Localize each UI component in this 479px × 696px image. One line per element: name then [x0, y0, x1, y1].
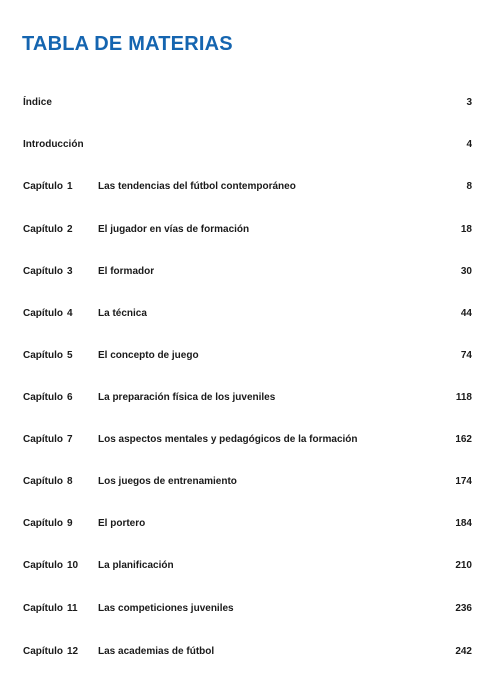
chapter-page: 8 [466, 181, 472, 192]
toc-entry-introduction [23, 138, 472, 152]
chapter-number: 1 [67, 181, 73, 192]
chapter-word: Capítulo [23, 518, 63, 529]
chapter-word: Capítulo [23, 266, 63, 277]
chapter-page: 118 [455, 392, 472, 403]
chapter-label [23, 223, 73, 237]
chapter-number: 10 [67, 560, 79, 571]
chapter-title: El portero [98, 518, 146, 529]
chapter-word: Capítulo [23, 224, 63, 235]
chapter-page: 30 [460, 266, 472, 277]
toc-chapter-2 [23, 223, 472, 237]
chapter-page: 242 [455, 646, 472, 657]
chapter-label [23, 602, 78, 616]
chapter-number: 3 [67, 266, 73, 277]
table-of-contents [23, 0, 472, 696]
toc-chapter-5 [23, 349, 472, 363]
toc-entry-index [23, 96, 472, 110]
chapter-title: Los aspectos mentales y pedagógicos de la formación [98, 434, 358, 445]
chapter-number: 7 [67, 434, 73, 445]
toc-entry-page: 4 [466, 139, 472, 150]
chapter-number: 4 [67, 308, 73, 319]
chapter-label [23, 559, 78, 573]
chapter-word: Capítulo [23, 181, 63, 192]
chapter-page: 44 [460, 308, 472, 319]
chapter-page: 162 [455, 434, 472, 445]
chapter-label [23, 475, 73, 489]
chapter-label [23, 517, 73, 531]
chapter-title: Las academias de fútbol [98, 646, 215, 657]
toc-chapter-11 [23, 602, 472, 616]
chapter-word: Capítulo [23, 560, 63, 571]
chapter-title: Las tendencias del fútbol contemporáneo [98, 181, 296, 192]
chapter-word: Capítulo [23, 350, 63, 361]
chapter-number: 6 [67, 392, 73, 403]
chapter-title: Las competiciones juveniles [98, 603, 234, 614]
chapter-label [23, 180, 73, 194]
chapter-number: 11 [67, 603, 78, 614]
toc-chapter-6 [23, 391, 472, 405]
chapter-page: 184 [455, 518, 472, 529]
toc-chapter-10 [23, 559, 472, 573]
chapter-number: 5 [67, 350, 73, 361]
chapter-page: 18 [460, 224, 472, 235]
chapter-title: El concepto de juego [98, 350, 199, 361]
chapter-word: Capítulo [23, 646, 63, 657]
toc-chapter-8 [23, 475, 472, 489]
chapter-word: Capítulo [23, 476, 63, 487]
chapter-word: Capítulo [23, 308, 63, 319]
chapter-number: 9 [67, 518, 73, 529]
chapter-page: 210 [455, 560, 472, 571]
page-title: TABLA DE MATERIAS [22, 33, 233, 55]
toc-entry-title: Índice [23, 97, 52, 108]
chapter-title: La planificación [98, 560, 174, 571]
toc-chapter-9 [23, 517, 472, 531]
chapter-title: El jugador en vías de formación [98, 224, 250, 235]
chapter-word: Capítulo [23, 392, 63, 403]
toc-chapter-1 [23, 180, 472, 194]
toc-entry-page: 3 [466, 97, 472, 108]
chapter-label [23, 433, 73, 447]
chapter-number: 8 [67, 476, 73, 487]
chapter-title: El formador [98, 266, 155, 277]
chapter-label [23, 349, 73, 363]
chapter-word: Capítulo [23, 434, 63, 445]
chapter-page: 174 [455, 476, 472, 487]
toc-chapter-12 [23, 645, 472, 659]
toc-chapter-4 [23, 307, 472, 321]
chapter-page: 236 [455, 603, 472, 614]
chapter-page: 74 [460, 350, 472, 361]
toc-entry-title: Introducción [23, 139, 84, 150]
chapter-label [23, 307, 73, 321]
toc-chapter-7 [23, 433, 472, 447]
chapter-number: 2 [67, 224, 73, 235]
chapter-label [23, 265, 73, 279]
chapter-label [23, 645, 78, 659]
chapter-number: 12 [67, 646, 79, 657]
chapter-word: Capítulo [23, 603, 63, 614]
toc-chapter-3 [23, 265, 472, 279]
chapter-title: La técnica [98, 308, 147, 319]
chapter-title: Los juegos de entrenamiento [98, 476, 237, 487]
chapter-label [23, 391, 73, 405]
chapter-title: La preparación física de los juveniles [98, 392, 276, 403]
